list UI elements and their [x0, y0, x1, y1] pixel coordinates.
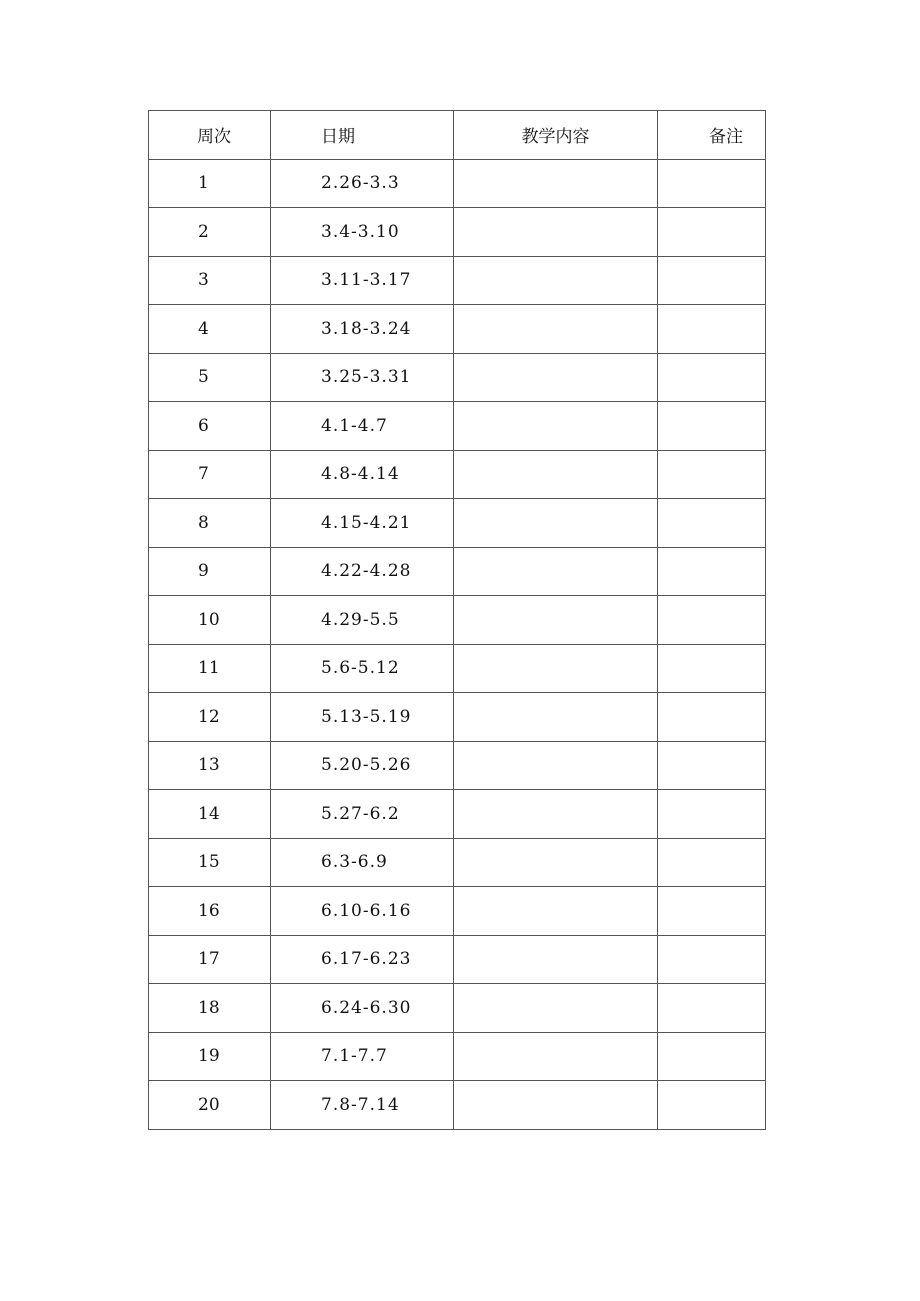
cell-content	[454, 838, 658, 887]
cell-date: 7.1-7.7	[271, 1032, 454, 1081]
cell-note	[658, 159, 766, 208]
table-header-row	[149, 111, 766, 160]
cell-date: 5.6-5.12	[271, 644, 454, 693]
table-row	[149, 644, 766, 693]
cell-note	[658, 693, 766, 742]
table-row	[149, 596, 766, 645]
cell-week: 12	[149, 693, 271, 742]
cell-date: 4.29-5.5	[271, 596, 454, 645]
cell-content	[454, 499, 658, 548]
cell-content	[454, 1081, 658, 1130]
cell-content	[454, 305, 658, 354]
cell-date: 6.24-6.30	[271, 984, 454, 1033]
cell-date: 3.25-3.31	[271, 353, 454, 402]
cell-content	[454, 450, 658, 499]
cell-date: 7.8-7.14	[271, 1081, 454, 1130]
teaching-schedule-table	[148, 110, 766, 1130]
cell-content	[454, 741, 658, 790]
cell-date: 6.10-6.16	[271, 887, 454, 936]
cell-date: 3.18-3.24	[271, 305, 454, 354]
cell-week: 9	[149, 547, 271, 596]
cell-week: 6	[149, 402, 271, 451]
cell-note	[658, 256, 766, 305]
cell-date: 4.1-4.7	[271, 402, 454, 451]
table-row	[149, 547, 766, 596]
cell-week: 16	[149, 887, 271, 936]
cell-date: 2.26-3.3	[271, 159, 454, 208]
cell-note	[658, 1081, 766, 1130]
table-row	[149, 693, 766, 742]
cell-note	[658, 499, 766, 548]
cell-date: 5.20-5.26	[271, 741, 454, 790]
cell-note	[658, 644, 766, 693]
cell-content	[454, 256, 658, 305]
cell-week: 13	[149, 741, 271, 790]
table-row	[149, 208, 766, 257]
cell-week: 14	[149, 790, 271, 839]
table-row	[149, 353, 766, 402]
cell-date: 5.13-5.19	[271, 693, 454, 742]
cell-week: 1	[149, 159, 271, 208]
cell-note	[658, 935, 766, 984]
table-row	[149, 887, 766, 936]
cell-content	[454, 159, 658, 208]
cell-week: 7	[149, 450, 271, 499]
table-row	[149, 984, 766, 1033]
cell-date: 5.27-6.2	[271, 790, 454, 839]
cell-content	[454, 790, 658, 839]
cell-week: 3	[149, 256, 271, 305]
cell-content	[454, 984, 658, 1033]
cell-content	[454, 693, 658, 742]
table-row	[149, 402, 766, 451]
table-body	[149, 159, 766, 1129]
table-row	[149, 790, 766, 839]
header-content: 教学内容	[454, 111, 658, 160]
cell-week: 4	[149, 305, 271, 354]
table-row	[149, 159, 766, 208]
cell-date: 4.22-4.28	[271, 547, 454, 596]
table-row	[149, 499, 766, 548]
cell-content	[454, 353, 658, 402]
cell-note	[658, 984, 766, 1033]
cell-date: 4.15-4.21	[271, 499, 454, 548]
cell-week: 10	[149, 596, 271, 645]
cell-note	[658, 741, 766, 790]
table-row	[149, 935, 766, 984]
cell-date: 6.17-6.23	[271, 935, 454, 984]
table-row	[149, 741, 766, 790]
table-row	[149, 838, 766, 887]
cell-week: 19	[149, 1032, 271, 1081]
cell-week: 2	[149, 208, 271, 257]
cell-week: 11	[149, 644, 271, 693]
cell-note	[658, 402, 766, 451]
cell-date: 3.11-3.17	[271, 256, 454, 305]
cell-week: 17	[149, 935, 271, 984]
cell-note	[658, 208, 766, 257]
table-row	[149, 305, 766, 354]
cell-note	[658, 790, 766, 839]
table-row	[149, 450, 766, 499]
header-week: 周次	[149, 111, 271, 160]
cell-date: 4.8-4.14	[271, 450, 454, 499]
cell-week: 18	[149, 984, 271, 1033]
cell-content	[454, 402, 658, 451]
table-row	[149, 1081, 766, 1130]
cell-content	[454, 547, 658, 596]
cell-note	[658, 1032, 766, 1081]
cell-note	[658, 838, 766, 887]
cell-week: 15	[149, 838, 271, 887]
cell-week: 8	[149, 499, 271, 548]
cell-note	[658, 547, 766, 596]
header-date: 日期	[271, 111, 454, 160]
cell-note	[658, 305, 766, 354]
cell-content	[454, 1032, 658, 1081]
cell-note	[658, 353, 766, 402]
table-row	[149, 256, 766, 305]
cell-week: 5	[149, 353, 271, 402]
cell-date: 6.3-6.9	[271, 838, 454, 887]
cell-note	[658, 887, 766, 936]
cell-content	[454, 935, 658, 984]
cell-content	[454, 644, 658, 693]
cell-content	[454, 887, 658, 936]
cell-date: 3.4-3.10	[271, 208, 454, 257]
cell-content	[454, 208, 658, 257]
header-note: 备注	[658, 111, 766, 160]
cell-week: 20	[149, 1081, 271, 1130]
cell-note	[658, 450, 766, 499]
cell-note	[658, 596, 766, 645]
table-row	[149, 1032, 766, 1081]
cell-content	[454, 596, 658, 645]
